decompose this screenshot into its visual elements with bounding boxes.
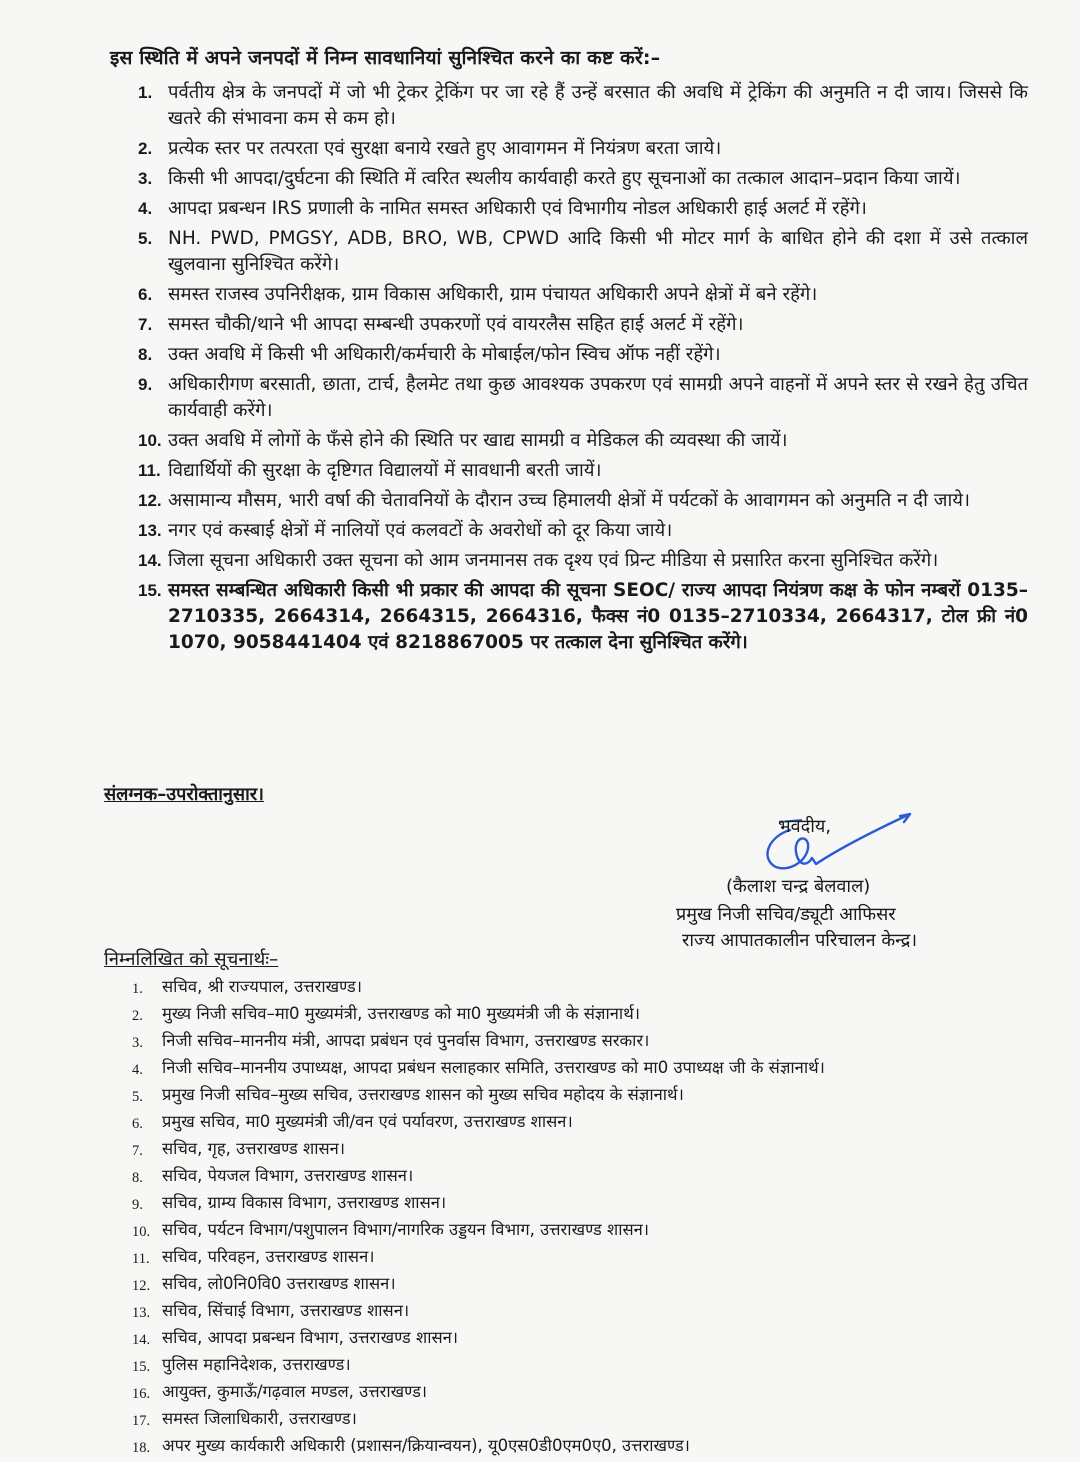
list-item (132, 1084, 1032, 1108)
item-number: 3. (138, 169, 153, 188)
item-text: उक्त अवधि में किसी भी अधिकारी/कर्मचारी के मोबाईल/फोन स्विच ऑफ नहीं रहेंगे। (168, 344, 721, 365)
signature-scribble (750, 808, 920, 878)
list-item (138, 548, 1028, 574)
item-text: नगर एवं कस्बाई क्षेत्रों में नालियों एवं कलवटों के अवरोधों को दूर किया जाये। (168, 520, 673, 541)
list-item (132, 1246, 1032, 1270)
item-number: 3. (132, 1035, 143, 1051)
list-item (132, 1408, 1032, 1432)
list-item (138, 518, 1028, 544)
list-item (132, 1030, 1032, 1054)
list-item (132, 976, 1032, 1000)
item-number: 17. (132, 1413, 151, 1429)
cc-list (132, 976, 1032, 1462)
item-number: 10. (138, 431, 162, 450)
item-number: 9. (132, 1197, 143, 1213)
item-text: सचिव, लो0नि0वि0 उत्तराखण्ड शासन। (162, 1274, 396, 1293)
item-number: 12. (138, 491, 162, 510)
list-item (138, 166, 1028, 192)
item-number: 1. (132, 981, 143, 997)
list-item (132, 1273, 1032, 1297)
list-item (138, 136, 1028, 162)
item-number: 8. (132, 1170, 143, 1186)
signatory-name: (कैलाश चन्द्र बेलवाल) (726, 876, 871, 897)
item-text: निजी सचिव–माननीय उपाध्यक्ष, आपदा प्रबंधन सलाहकार समिति, उत्तराखण्ड को मा0 उपाध्यक्ष जी के संज्ञानार्थ। (162, 1058, 825, 1077)
signatory-designation: प्रमुख निजी सचिव/ड्यूटी आफिसर (676, 904, 896, 925)
item-number: 2. (132, 1008, 143, 1024)
list-item (132, 1354, 1032, 1378)
item-text: सचिव, सिंचाई विभाग, उत्तराखण्ड शासन। (162, 1301, 410, 1320)
item-number: 18. (132, 1440, 151, 1456)
item-number: 6. (138, 285, 153, 304)
item-number: 5. (138, 229, 153, 248)
item-number: 4. (138, 199, 153, 218)
list-item (132, 1435, 1032, 1459)
list-item (138, 282, 1028, 308)
item-text: सचिव, गृह, उत्तराखण्ड शासन। (162, 1139, 346, 1158)
item-text: प्रत्येक स्तर पर तत्परता एवं सुरक्षा बनाये रखते हुए आवागमन में नियंत्रण बरता जाये। (168, 138, 722, 159)
item-number: 13. (132, 1305, 151, 1321)
list-item (132, 1165, 1032, 1189)
item-text: अधिकारीगण बरसाती, छाता, टार्च, हैलमेट तथा कुछ आवश्यक उपकरण एवं सामग्री अपने वाहनों में अपने स्तर से रखने हेतु उचित कार्यवाही करेंगे। (168, 374, 1028, 421)
item-text: समस्त जिलाधिकारी, उत्तराखण्ड। (162, 1409, 357, 1428)
item-number: 2. (138, 139, 153, 158)
list-item (138, 226, 1028, 278)
item-text: जिला सूचना अधिकारी उक्त सूचना को आम जनमानस तक दृश्य एवं प्रिन्ट मीडिया से प्रसारित करना सुनिश्चित करेंगे। (168, 550, 939, 571)
list-item (132, 1219, 1032, 1243)
list-item (132, 1327, 1032, 1351)
item-text: सचिव, ग्राम्य विकास विभाग, उत्तराखण्ड शासन। (162, 1193, 447, 1212)
list-item (138, 342, 1028, 368)
item-number: 10. (132, 1224, 151, 1240)
item-number: 15. (132, 1359, 151, 1375)
item-number: 7. (132, 1143, 143, 1159)
list-item (138, 578, 1028, 656)
item-text: समस्त सम्बन्धित अधिकारी किसी भी प्रकार की आपदा की सूचना SEOC/ राज्य आपदा नियंत्रण कक्ष के फोन नम्बरों 0135–2710335, 2664314, 2664315, 2664316, फैक्स नं0 0135–2710334, 2664317, टोल फ्री नं0 1070, 9058441404 एवं 8218867005 पर तत्काल देना सुनिश्चित करेंगे। (168, 580, 1028, 653)
item-text: अपर मुख्य कार्यकारी अधिकारी (प्रशासन/क्रियान्वयन), यू0एस0डी0एम0ए0, उत्तराखण्ड। (162, 1436, 690, 1455)
item-text: निजी सचिव–माननीय मंत्री, आपदा प्रबंधन एवं पुनर्वास विभाग, उत्तराखण्ड सरकार। (162, 1031, 650, 1050)
item-text: NH. PWD, PMGSY, ADB, BRO, WB, CPWD आदि किसी भी मोटर मार्ग के बाधित होने की दशा में उसे तत्काल खुलवाना सुनिश्चित करेंगे। (168, 228, 1028, 275)
list-item (132, 1057, 1032, 1081)
item-text: समस्त राजस्व उपनिरीक्षक, ग्राम विकास अधिकारी, ग्राम पंचायत अधिकारी अपने क्षेत्रों में बने रहेंगे। (168, 284, 818, 305)
list-item (132, 1003, 1032, 1027)
item-number: 11. (132, 1251, 150, 1267)
item-text: प्रमुख निजी सचिव–मुख्य सचिव, उत्तराखण्ड शासन को मुख्य सचिव महोदय के संज्ञानार्थ। (162, 1085, 684, 1104)
list-item (138, 458, 1028, 484)
item-text: सचिव, पेयजल विभाग, उत्तराखण्ड शासन। (162, 1166, 414, 1185)
item-text: समस्त चौकी/थाने भी आपदा सम्बन्धी उपकरणों एवं वायरलैस सहित हाई अलर्ट में रहेंगे। (168, 314, 744, 335)
list-item (132, 1381, 1032, 1405)
item-number: 4. (132, 1062, 143, 1078)
list-item (132, 1138, 1032, 1162)
item-number: 12. (132, 1278, 151, 1294)
item-text: आयुक्त, कुमाऊँ/गढ़वाल मण्डल, उत्तराखण्ड। (162, 1382, 428, 1401)
item-number: 8. (138, 345, 153, 364)
item-text: मुख्य निजी सचिव–मा0 मुख्यमंत्री, उत्तराखण्ड को मा0 मुख्यमंत्री जी के संज्ञानार्थ। (162, 1004, 641, 1023)
item-text: सचिव, पर्यटन विभाग/पशुपालन विभाग/नागरिक उड्डयन विभाग, उत्तराखण्ड शासन। (162, 1220, 650, 1239)
item-text: पुलिस महानिदेशक, उत्तराखण्ड। (162, 1355, 351, 1374)
item-number: 14. (132, 1332, 151, 1348)
enclosure-note: संलग्नक–उपरोक्तानुसार। (104, 784, 264, 805)
item-text: आपदा प्रबन्धन IRS प्रणाली के नामित समस्त अधिकारी एवं विभागीय नोडल अधिकारी हाई अलर्ट में रहेंगे। (168, 198, 867, 219)
item-number: 16. (132, 1386, 151, 1402)
item-text: असामान्य मौसम, भारी वर्षा की चेतावनियों के दौरान उच्च हिमालयी क्षेत्रों में पर्यटकों के आवागमन को अनुमति न दी जाये। (168, 490, 971, 511)
item-text: विद्यार्थियों की सुरक्षा के दृष्टिगत विद्यालयों में सावधानी बरती जायें। (168, 460, 602, 481)
signatory-office: राज्य आपातकालीन परिचालन केन्द्र। (682, 930, 918, 951)
closing-salutation: भवदीय, (778, 816, 832, 837)
list-item (132, 1192, 1032, 1216)
cc-heading: निम्नलिखित को सूचनार्थः– (104, 949, 279, 970)
precautions-list (138, 80, 1028, 660)
item-number: 1. (138, 83, 153, 102)
item-number: 14. (138, 551, 162, 570)
item-text: सचिव, श्री राज्यपाल, उत्तराखण्ड। (162, 977, 363, 996)
item-number: 13. (138, 521, 162, 540)
item-number: 9. (138, 375, 153, 394)
list-item (138, 312, 1028, 338)
item-number: 6. (132, 1116, 143, 1132)
list-item (138, 372, 1028, 424)
list-item (138, 196, 1028, 222)
instructions-heading: इस स्थिति में अपने जनपदों में निम्न सावधानियां सुनिश्चित करने का कष्ट करें:– (110, 47, 661, 69)
item-text: किसी भी आपदा/दुर्घटना की स्थिति में त्वरित स्थलीय कार्यवाही करते हुए सूचनाओं का तत्काल आदान–प्रदान किया जायें। (168, 168, 961, 189)
item-text: प्रमुख सचिव, मा0 मुख्यमंत्री जी/वन एवं पर्यावरण, उत्तराखण्ड शासन। (162, 1112, 573, 1131)
item-text: सचिव, आपदा प्रबन्धन विभाग, उत्तराखण्ड शासन। (162, 1328, 459, 1347)
list-item (138, 80, 1028, 132)
item-number: 15. (138, 581, 162, 600)
list-item (138, 488, 1028, 514)
list-item (132, 1111, 1032, 1135)
item-number: 5. (132, 1089, 143, 1105)
list-item (132, 1300, 1032, 1324)
item-text: उक्त अवधि में लोगों के फँसे होने की स्थिति पर खाद्य सामग्री व मेडिकल की व्यवस्था की जायें। (168, 430, 788, 451)
item-number: 7. (138, 315, 153, 334)
item-text: सचिव, परिवहन, उत्तराखण्ड शासन। (162, 1247, 375, 1266)
item-number: 11. (138, 461, 161, 480)
item-text: पर्वतीय क्षेत्र के जनपदों में जो भी ट्रेकर ट्रेकिंग पर जा रहे हैं उन्हें बरसात की अवधि में ट्रेकिंग की अनुमति न दी जाय। जिससे कि खतरे की संभावना कम से कम हो। (168, 82, 1028, 129)
list-item (138, 428, 1028, 454)
